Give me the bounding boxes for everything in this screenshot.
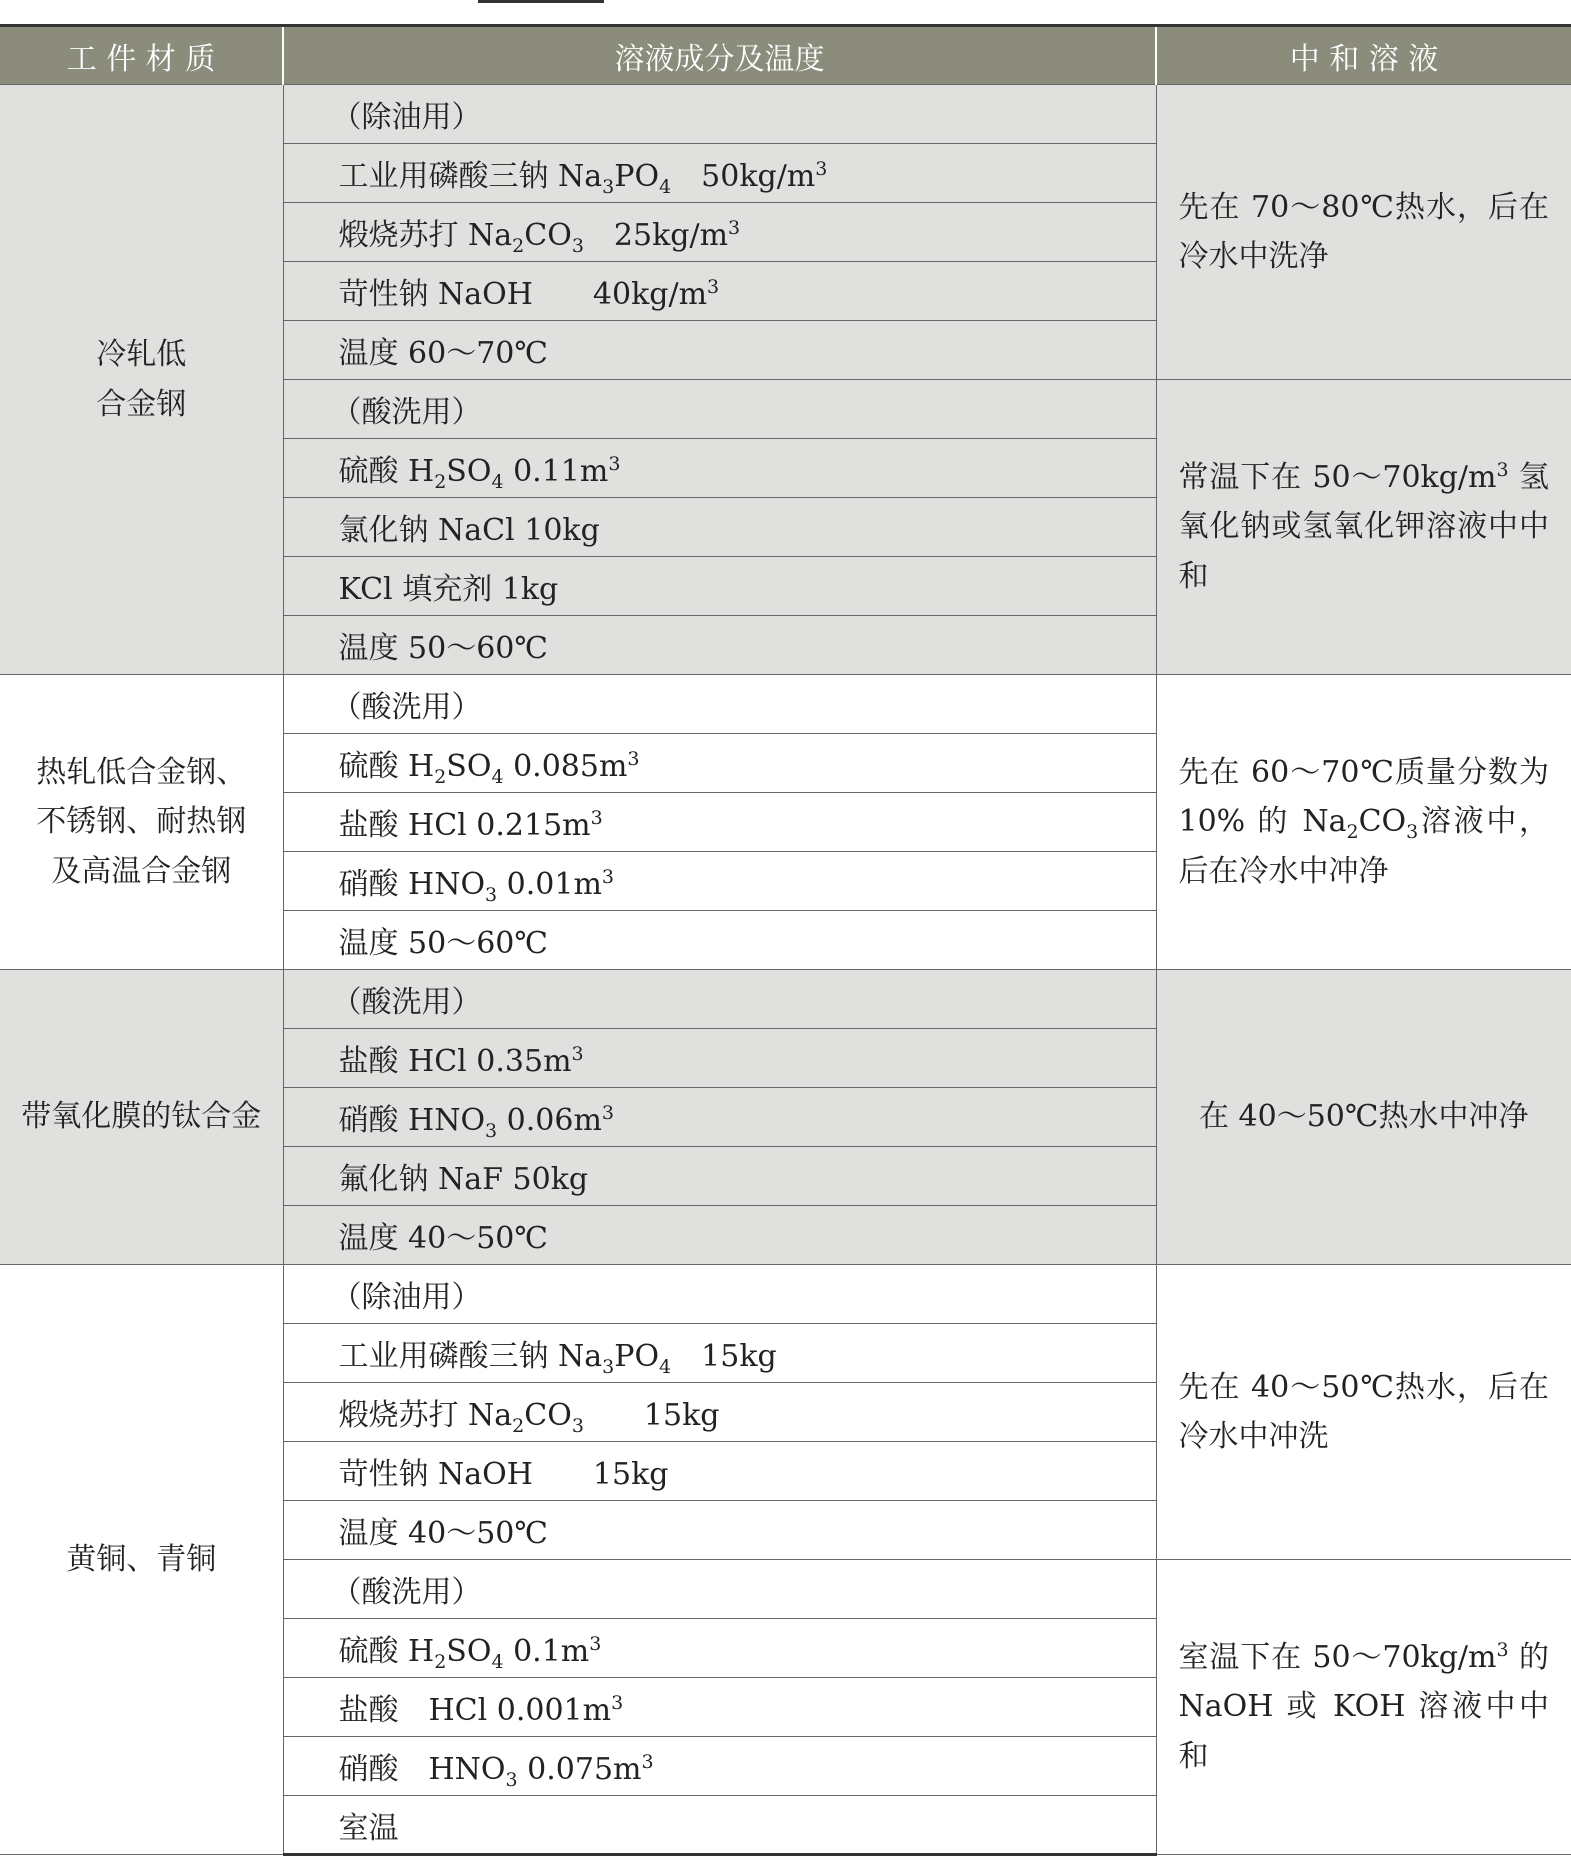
neutralize-cell: 先在 70～80℃热水，后在冷水中洗净 <box>1156 85 1571 380</box>
header-composition: 溶液成分及温度 <box>283 27 1156 85</box>
material-line: 黄铜、青铜 <box>66 1541 217 1577</box>
usage-heading-cell: （除油用） <box>283 1265 1156 1324</box>
usage-heading-cell: （酸洗用） <box>283 1560 1156 1619</box>
composition-cell: 氟化钠 NaF 50kg <box>283 1147 1156 1206</box>
table-row <box>0 85 1571 144</box>
composition-cell: 煅烧苏打 $Na_2CO_3$ 15kg <box>283 1383 1156 1442</box>
composition-cell: 硝酸 $HNO_3$ $0.06m^3$ <box>283 1088 1156 1147</box>
composition-cell: 盐酸 HCl $0.001m^3$ <box>283 1678 1156 1737</box>
composition-cell: 工业用磷酸三钠 $Na_3PO_4$ $50kg/m^3$ <box>283 144 1156 203</box>
table-row <box>0 970 1571 1029</box>
composition-cell: 苛性钠 NaOH $40kg/m^3$ <box>283 262 1156 321</box>
composition-cell: 硫酸 $H_2SO_4$ $0.085m^3$ <box>283 734 1156 793</box>
neutralize-cell: 常温下在 $50\sim 70kg/m^3$ 氢氧化钠或氢氧化钾溶液中中和 <box>1156 380 1571 675</box>
table-row <box>0 675 1571 734</box>
neutralize-cell: 先在 60～70℃质量分数为 10% 的 $Na_2CO_3$溶液中，后在冷水中冲净 <box>1156 675 1571 970</box>
composition-cell: 温度 40～50℃ <box>283 1206 1156 1265</box>
material-line: 及高温合金钢 <box>51 853 232 889</box>
composition-cell: 氯化钠 NaCl 10kg <box>283 498 1156 557</box>
usage-heading-cell: （酸洗用） <box>283 970 1156 1029</box>
top-tab-mark <box>478 0 604 3</box>
material-cell <box>0 85 283 675</box>
composition-cell: 苛性钠 NaOH 15kg <box>283 1442 1156 1501</box>
usage-heading-cell: （除油用） <box>283 85 1156 144</box>
composition-cell: 盐酸 HCl $0.35m^3$ <box>283 1029 1156 1088</box>
usage-heading-cell: （酸洗用） <box>283 380 1156 439</box>
table-row <box>0 1265 1571 1324</box>
composition-cell: 硫酸 $H_2SO_4$ $0.11m^3$ <box>283 439 1156 498</box>
material-cell <box>0 675 283 970</box>
composition-cell: KCl 填充剂 1kg <box>283 557 1156 616</box>
composition-cell: 煅烧苏打 $Na_2CO_3$ $25kg/m^3$ <box>283 203 1156 262</box>
material-cell <box>0 970 283 1265</box>
neutralize-cell: 先在 40～50℃热水，后在冷水中冲洗 <box>1156 1265 1571 1560</box>
material-line: 带氧化膜的钛合金 <box>21 1099 262 1135</box>
material-line: 热轧低合金钢、 <box>36 754 247 790</box>
composition-cell: 温度 50～60℃ <box>283 911 1156 970</box>
composition-cell: 盐酸 HCl $0.215m^3$ <box>283 793 1156 852</box>
material-line: 冷轧低 <box>96 337 187 372</box>
composition-cell: 室温 <box>283 1796 1156 1855</box>
header-row <box>0 27 1571 85</box>
material-cell <box>0 1265 283 1855</box>
composition-cell: 硝酸 $HNO_3$ $0.01m^3$ <box>283 852 1156 911</box>
header-neutralize: 中 和 溶 液 <box>1156 27 1571 85</box>
composition-cell: 温度 50～60℃ <box>283 616 1156 675</box>
composition-cell: 温度 60～70℃ <box>283 321 1156 380</box>
composition-cell: 硫酸 $H_2SO_4$ $0.1m^3$ <box>283 1619 1156 1678</box>
neutralize-cell: 室温下在 $50\sim 70kg/m^3$ 的 NaOH 或 KOH 溶液中中和 <box>1156 1560 1571 1855</box>
composition-cell: 温度 40～50℃ <box>283 1501 1156 1560</box>
neutralize-cell: 在 40～50℃热水中冲净 <box>1156 970 1571 1265</box>
table-body <box>0 85 1571 1855</box>
material-line: 不锈钢、耐热钢 <box>36 804 247 840</box>
solution-table <box>0 27 1571 1856</box>
composition-cell: 硝酸 $HNO_3$ $0.075m^3$ <box>283 1737 1156 1796</box>
header-material: 工 件 材 质 <box>0 27 283 85</box>
material-line: 合金钢 <box>96 386 187 422</box>
usage-heading-cell: （酸洗用） <box>283 675 1156 734</box>
composition-cell: 工业用磷酸三钠 $Na_3PO_4$ 15kg <box>283 1324 1156 1383</box>
